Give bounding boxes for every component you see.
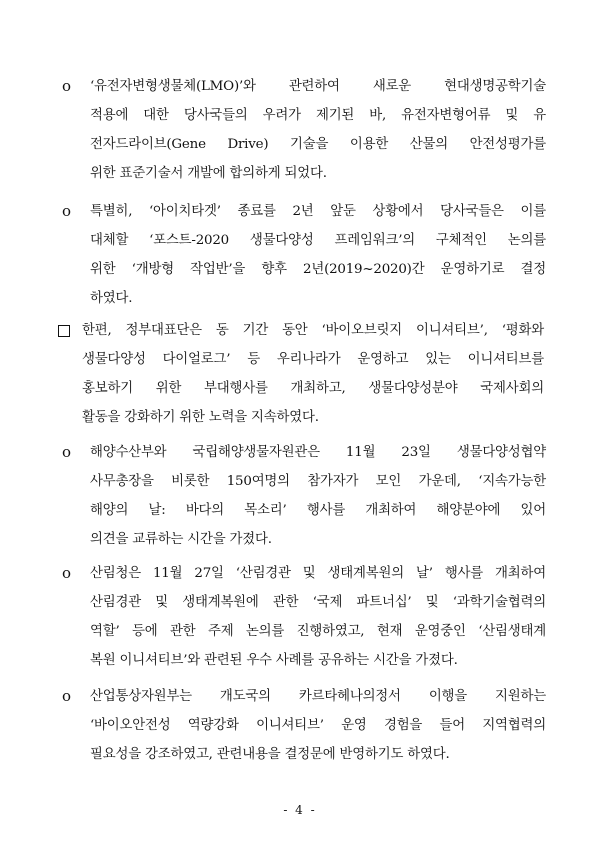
- paragraph-line: 복원 이니셔티브’와 관련된 우수 사례를 공유하는 시간을 가졌다.: [90, 653, 458, 668]
- paragraph-line: 의견을 교류하는 시간을 가졌다.: [90, 532, 272, 547]
- circle-bullet: o: [62, 77, 72, 95]
- paragraph-line: 적용에 대한 당사국들의 우려가 제기된 바, 유전자변형어류 및 유: [90, 108, 546, 123]
- paragraph-line: 특별히, ‘아이치타겟’ 종료를 2년 앞둔 상황에서 당사국들은 이를: [90, 204, 546, 219]
- paragraph-line: 역할’ 등에 관한 주제 논의를 진행하였고, 현재 운영중인 ‘산림생태계: [90, 624, 546, 639]
- paragraph-line: 산림청은 11월 27일 ‘산림경관 및 생태계복원의 날’ 행사를 개최하여: [90, 566, 546, 581]
- paragraph-line: 산림경관 및 생태계복원에 관한 ‘국제 파트너십’ 및 ‘과학기술협력의: [90, 595, 546, 610]
- circle-bullet: o: [62, 687, 72, 705]
- paragraph-line: 해양수산부와 국립해양생물자원관은 11월 23일 생물다양성협약: [90, 445, 546, 460]
- paragraph-line: 대체할 ‘포스트-2020 생물다양성 프레임워크’의 구체적인 논의를: [90, 233, 546, 248]
- paragraph-line: ‘유전자변형생물체(LMO)’와 관련하여 새로운 현대생명공학기술: [90, 79, 546, 94]
- paragraph-line: 위한 ‘개방형 작업반’을 향후 2년(2019~2020)간 운영하기로 결정: [90, 262, 546, 277]
- paragraph-line: 해양의 날: 바다의 목소리’ 행사를 개최하여 해양분야에 있어: [90, 503, 546, 518]
- paragraph-line: 홍보하기 위한 부대행사를 개최하고, 생물다양성분야 국제사회의: [82, 381, 544, 396]
- paragraph-line: 생물다양성 다이얼로그’ 등 우리나라가 운영하고 있는 이니셔티브를: [82, 352, 544, 367]
- page-number: - 4 -: [283, 803, 317, 817]
- circle-bullet: o: [62, 564, 72, 582]
- paragraph-line: 사무총장을 비롯한 150여명의 참가자가 모인 가운데, ‘지속가능한: [90, 474, 546, 489]
- paragraph-line: 활동을 강화하기 위한 노력을 지속하였다.: [82, 410, 319, 425]
- square-bullet: [58, 325, 70, 337]
- circle-bullet: o: [62, 443, 72, 461]
- paragraph-line: 전자드라이브(Gene Drive) 기술을 이용한 산물의 안전성평가를: [90, 137, 546, 152]
- paragraph-line: 위한 표준기술서 개발에 합의하게 되었다.: [90, 166, 327, 181]
- circle-bullet: o: [62, 202, 72, 220]
- paragraph-line: ‘바이오안전성 역량강화 이니셔티브’ 운영 경험을 들어 지역협력의: [90, 718, 546, 733]
- paragraph-line: 하였다.: [90, 291, 133, 306]
- paragraph-line: 필요성을 강조하였고, 관련내용을 결정문에 반영하기도 하였다.: [90, 747, 450, 762]
- paragraph-line: 한편, 정부대표단은 동 기간 동안 ‘바이오브릿지 이니셔티브’, ‘평화와: [82, 323, 544, 338]
- paragraph-line: 산업통상자원부는 개도국의 카르타헤나의정서 이행을 지원하는: [90, 689, 546, 704]
